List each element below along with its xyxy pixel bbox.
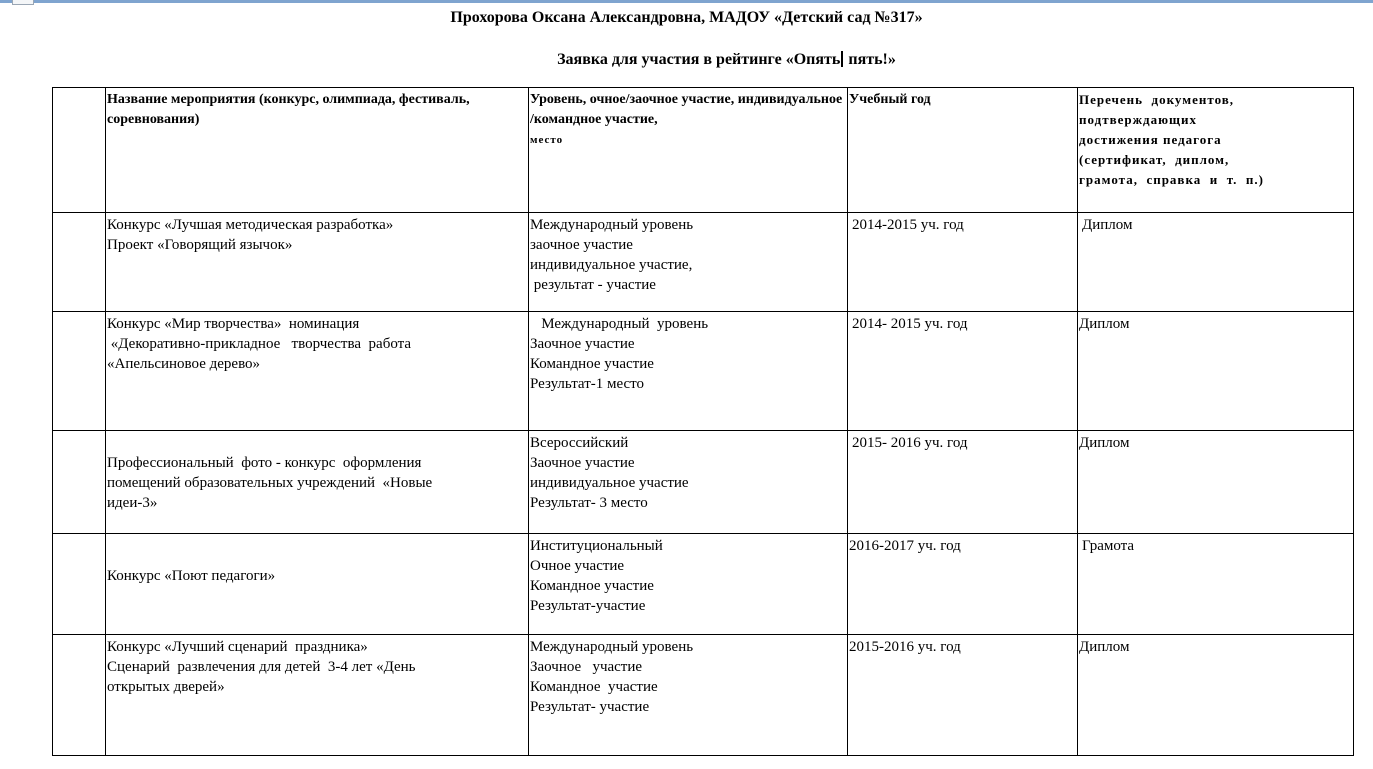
table-row <box>53 431 1354 534</box>
level-text-line: Заочное участие <box>530 455 635 471</box>
level-text-line: Институциональный <box>530 538 663 554</box>
document-text: Диплом <box>1079 316 1130 332</box>
table-row <box>53 213 1354 312</box>
document-subtitle <box>0 50 1373 70</box>
level-text-line: Результат-участие <box>530 598 646 614</box>
subtitle-text-end: пять!» <box>844 51 896 68</box>
row-index-cell <box>53 213 106 312</box>
level-text-line: Командное участие <box>530 679 658 695</box>
table-row <box>53 534 1354 635</box>
year-cell <box>848 312 1078 431</box>
document-text: Диплом <box>1079 639 1130 655</box>
year-text: 2015-2016 уч. год <box>849 639 961 655</box>
header-cell-year <box>848 88 1078 213</box>
level-text-line: Международный уровень <box>530 217 694 233</box>
level-text-line: заочное участие <box>530 237 633 253</box>
document-cell <box>1078 635 1354 756</box>
row-index-cell <box>53 534 106 635</box>
document-cell <box>1078 213 1354 312</box>
event-text-line: Конкурс «Лучший сценарий праздника» <box>107 639 368 655</box>
event-text-line: Проект «Говорящий язычок» <box>107 237 293 253</box>
window-top-border <box>0 0 1373 3</box>
level-text-line: Очное участие <box>530 558 625 574</box>
level-cell <box>529 635 848 756</box>
header-documents-line: достижения педагога <box>1079 132 1222 147</box>
event-text-line: открытых дверей» <box>107 679 225 695</box>
level-text-line: индивидуальное участие <box>530 475 689 491</box>
event-text-line: помещений образовательных учреждений «Новые <box>107 475 433 491</box>
event-text-line: идеи-3» <box>107 495 158 511</box>
header-cell-event <box>106 88 529 213</box>
level-text-line: Всероссийский <box>530 435 629 451</box>
level-cell <box>529 431 848 534</box>
year-text: 2014- 2015 уч. год <box>852 316 968 332</box>
header-year-label: Учебный год <box>849 92 931 107</box>
level-cell <box>529 312 848 431</box>
header-documents-line: подтверждающих <box>1079 112 1197 127</box>
table-header-row <box>53 88 1354 213</box>
event-text-line: «Декоративно-прикладное творчества работа <box>107 336 412 352</box>
level-text-line: Командное участие <box>530 578 654 594</box>
event-text-line: Сценарий развлечения для детей 3-4 лет «День <box>107 659 416 675</box>
header-cell-documents <box>1078 88 1354 213</box>
level-text-line: Заочное участие <box>530 336 635 352</box>
row-index-cell <box>53 635 106 756</box>
document-cell <box>1078 534 1354 635</box>
event-text-line: Конкурс «Лучшая методическая разработка» <box>107 217 394 233</box>
table-row <box>53 635 1354 756</box>
level-cell <box>529 213 848 312</box>
header-cell-index <box>53 88 106 213</box>
year-text: 2015- 2016 уч. год <box>852 435 968 451</box>
event-text-line: Конкурс «Мир творчества» номинация <box>107 316 360 332</box>
subtitle-text-start: Заявка для участия в рейтинге «Опять <box>557 51 841 68</box>
header-level-label: Уровень, очное/заочное участие, индивидуальное /командное участие, <box>530 92 843 127</box>
level-text-line: Международный уровень <box>530 316 709 332</box>
header-level-text <box>529 88 847 150</box>
page-corner-marker <box>12 0 34 5</box>
level-text-line: индивидуальное участие, <box>530 257 693 273</box>
event-text-line: Конкурс «Поют педагоги» <box>107 568 276 584</box>
year-text: 2014-2015 уч. год <box>852 217 964 233</box>
document-cell <box>1078 431 1354 534</box>
event-cell <box>106 635 529 756</box>
year-cell <box>848 534 1078 635</box>
document-text: Грамота <box>1082 538 1135 554</box>
event-cell <box>106 534 529 635</box>
header-documents-line: (сертификат, диплом, <box>1079 152 1230 167</box>
header-level-note: место <box>530 134 564 146</box>
event-cell <box>106 312 529 431</box>
header-cell-level <box>529 88 848 213</box>
row-index-cell <box>53 431 106 534</box>
header-documents-line: Перечень документов, <box>1079 92 1235 107</box>
document-cell <box>1078 312 1354 431</box>
level-text-line: Заочное участие <box>530 659 643 675</box>
event-cell <box>106 213 529 312</box>
level-text-line: Командное участие <box>530 356 654 372</box>
year-cell <box>848 431 1078 534</box>
level-text-line: Результат-1 место <box>530 376 645 392</box>
document-title: Прохорова Оксана Александровна, МАДОУ «Детский сад №317» <box>450 9 923 26</box>
year-cell <box>848 635 1078 756</box>
header-documents-text <box>1078 88 1353 190</box>
level-text-line: Международный уровень <box>530 639 694 655</box>
event-text-line: «Апельсиновое дерево» <box>107 356 261 372</box>
header-documents-line: грамота, справка и т. п.) <box>1079 172 1264 187</box>
table-row <box>53 312 1354 431</box>
event-text-line: Профессиональный фото - конкурс оформления <box>107 455 422 471</box>
level-cell <box>529 534 848 635</box>
level-text-line: Результат- 3 место <box>530 495 648 511</box>
level-text-line: Результат- участие <box>530 699 650 715</box>
year-text: 2016-2017 уч. год <box>849 538 961 554</box>
row-index-cell <box>53 312 106 431</box>
event-cell <box>106 431 529 534</box>
year-cell <box>848 213 1078 312</box>
document-text: Диплом <box>1079 435 1130 451</box>
level-text-line: результат - участие <box>530 277 656 293</box>
rating-table <box>52 87 1354 756</box>
document-text: Диплом <box>1082 217 1133 233</box>
header-event-label: Название мероприятия (конкурс, олимпиада, фестиваль, соревнования) <box>107 92 470 127</box>
